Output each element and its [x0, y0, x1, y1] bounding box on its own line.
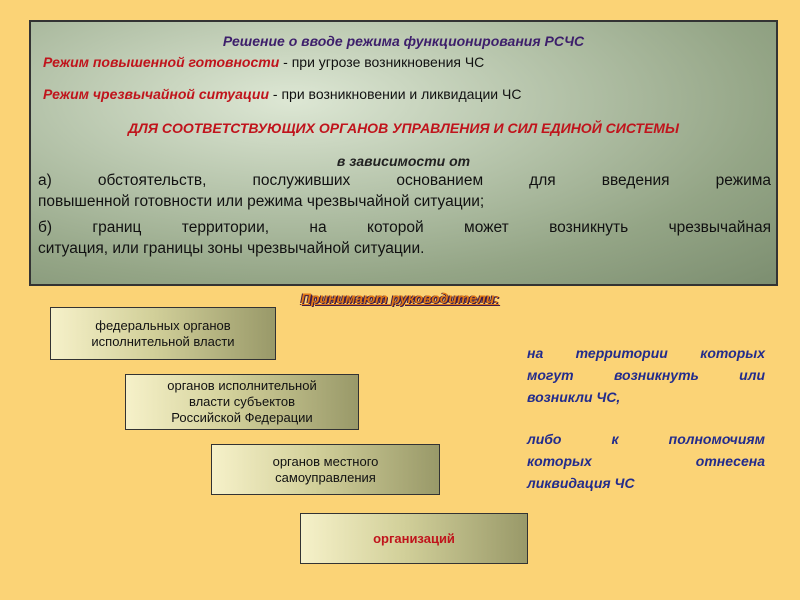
box-local-line2: самоуправления — [275, 469, 376, 485]
mode2-desc: - при возникновении и ликвидации ЧС — [269, 86, 522, 102]
right-text-1-line2: могут возникнуть или — [527, 367, 765, 383]
info-panel — [29, 20, 778, 286]
box-subjects-executive — [125, 374, 359, 430]
right-text-1-line3: возникли ЧС, — [527, 389, 621, 405]
box-organizations-label: организаций — [373, 530, 455, 546]
mode1-desc: - при угрозе возникновения ЧС — [279, 54, 485, 70]
heads-label: Принимают руководители: — [300, 290, 500, 306]
right-text-2-line3: ликвидация ЧС — [527, 475, 635, 491]
box-organizations — [300, 513, 528, 564]
box-subjects-line1: органов исполнительной — [167, 378, 317, 393]
box-subjects-line2: власти субъектов — [188, 394, 296, 409]
right-text-territory — [527, 342, 765, 408]
panel-title: Решение о вводе режима функционирования РСЧС — [222, 33, 585, 49]
box-federal-line1: федеральных органов — [95, 317, 231, 333]
mode2-name: Режим чрезвычайной ситуации — [43, 86, 270, 102]
box-subjects-line3: Российской Федерации — [171, 410, 313, 425]
item-a-line2: повышенной готовности или режима чрезвычайной ситуации; — [38, 193, 485, 210]
item-b-line1: б) границ территории, на которой может возникнуть чрезвычайная — [38, 219, 771, 236]
box-local-government — [211, 444, 440, 495]
right-text-authority — [527, 428, 765, 494]
box-federal-line2: исполнительной власти — [91, 333, 235, 349]
box-local-line1: органов местного — [272, 453, 379, 469]
dependence-line: в зависимости от — [336, 153, 471, 169]
mode-heightened-readiness — [43, 54, 484, 70]
right-text-1-line1: на территории которых — [527, 345, 765, 361]
right-text-2-line1: либо к полномочиям — [527, 431, 765, 447]
box-federal-executive — [50, 307, 276, 360]
mode1-name: Режим повышенной готовности — [43, 54, 280, 70]
mode-emergency — [43, 86, 521, 102]
item-b-line2: ситуация, или границы зоны чрезвычайной ситуации. — [38, 240, 425, 257]
item-a-line1: а) обстоятельств, послуживших основанием для введения режима — [38, 172, 771, 189]
right-text-2-line2: которых отнесена — [527, 453, 765, 469]
for-bodies-line: ДЛЯ СООТВЕТСТВУЮЩИХ ОРГАНОВ УПРАВЛЕНИЯ И СИЛ ЕДИНОЙ СИСТЕМЫ — [128, 120, 679, 136]
